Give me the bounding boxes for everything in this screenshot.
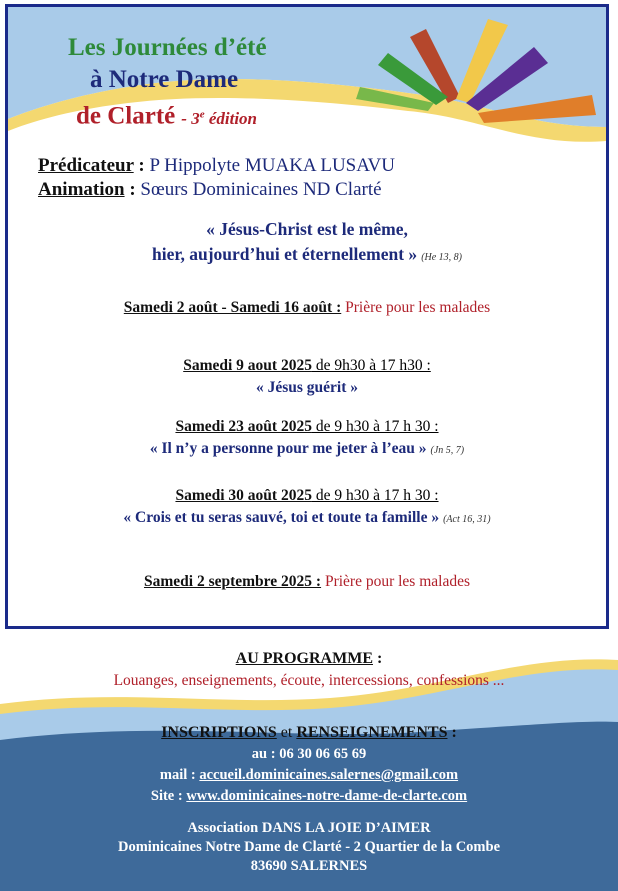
title-line-2: à Notre Dame <box>90 66 239 93</box>
schedule-item-2-date: Samedi 9 aout 2025 de 9h30 à 17 h30 : <box>183 357 431 374</box>
theme-ref: (He 13, 8) <box>421 252 463 263</box>
mail-line: mail : accueil.dominicaines.salernes@gmail.com <box>159 767 459 783</box>
programme-title: AU PROGRAMME : <box>235 650 383 667</box>
schedule-item-4-date: Samedi 30 août 2025 de 9 h30 à 17 h 30 : <box>175 487 439 504</box>
site-line: Site : www.dominicaines-notre-dame-de-clarte.com <box>150 788 468 804</box>
programme-items: Louanges, enseignements, écoute, intercessions, confessions ... <box>113 672 505 689</box>
schedule-item-5: Samedi 2 septembre 2025 : Prière pour les malades <box>143 573 471 590</box>
schedule-item-2-text: « Jésus guérit » <box>255 379 359 396</box>
animation-line: Animation : Sœurs Dominicaines ND Clarté <box>38 179 382 200</box>
animation-name: Sœurs Dominicaines ND Clarté <box>140 179 382 200</box>
phone-number: 06 30 06 65 69 <box>279 746 367 762</box>
theme-line-1: « Jésus-Christ est le même, <box>206 219 408 239</box>
edition-label: - 3e édition <box>181 108 258 128</box>
flyer-frame <box>5 4 609 629</box>
site-link[interactable]: www.dominicaines-notre-dame-de-clarte.com <box>186 788 468 804</box>
schedule-item-1: Samedi 2 août - Samedi 16 août : Prière pour les malades <box>123 299 491 316</box>
predicateur-name: P Hippolyte MUAKA LUSAVU <box>149 155 395 176</box>
contact-section <box>0 640 618 891</box>
title-line-3 <box>76 99 257 134</box>
theme-line-2: hier, aujourd’hui et éternellement » (He 13, 8) <box>151 244 463 264</box>
contact-title: INSCRIPTIONS et RENSEIGNEMENTS : <box>161 724 457 741</box>
title-line-3-text: de Clarté <box>76 102 176 130</box>
predicateur-label: Prédicateur <box>38 155 134 176</box>
schedule-item-4-text: « Crois et tu seras sauvé, toi et toute ta famille » (Act 16, 31) <box>123 509 491 526</box>
mail-link[interactable]: accueil.dominicaines.salernes@gmail.com <box>199 767 459 783</box>
predicateur-line: Prédicateur : P Hippolyte MUAKA LUSAVU <box>38 155 395 176</box>
address-line-3: 83690 SALERNES <box>250 858 368 874</box>
address-line-1: Association DANS LA JOIE D’AIMER <box>187 820 431 836</box>
phone-line: au : 06 30 06 65 69 <box>251 746 367 762</box>
schedule-item-3-text: « Il n’y a personne pour me jeter à l’eau » (Jn 5, 7) <box>149 440 465 457</box>
address-line-2: Dominicaines Notre Dame de Clarté - 2 Quartier de la Combe <box>117 839 501 855</box>
schedule-item-3-date: Samedi 23 août 2025 de 9 h30 à 17 h 30 : <box>175 418 439 435</box>
animation-label: Animation <box>38 179 125 200</box>
title-line-1: Les Journées d’été <box>68 34 267 61</box>
